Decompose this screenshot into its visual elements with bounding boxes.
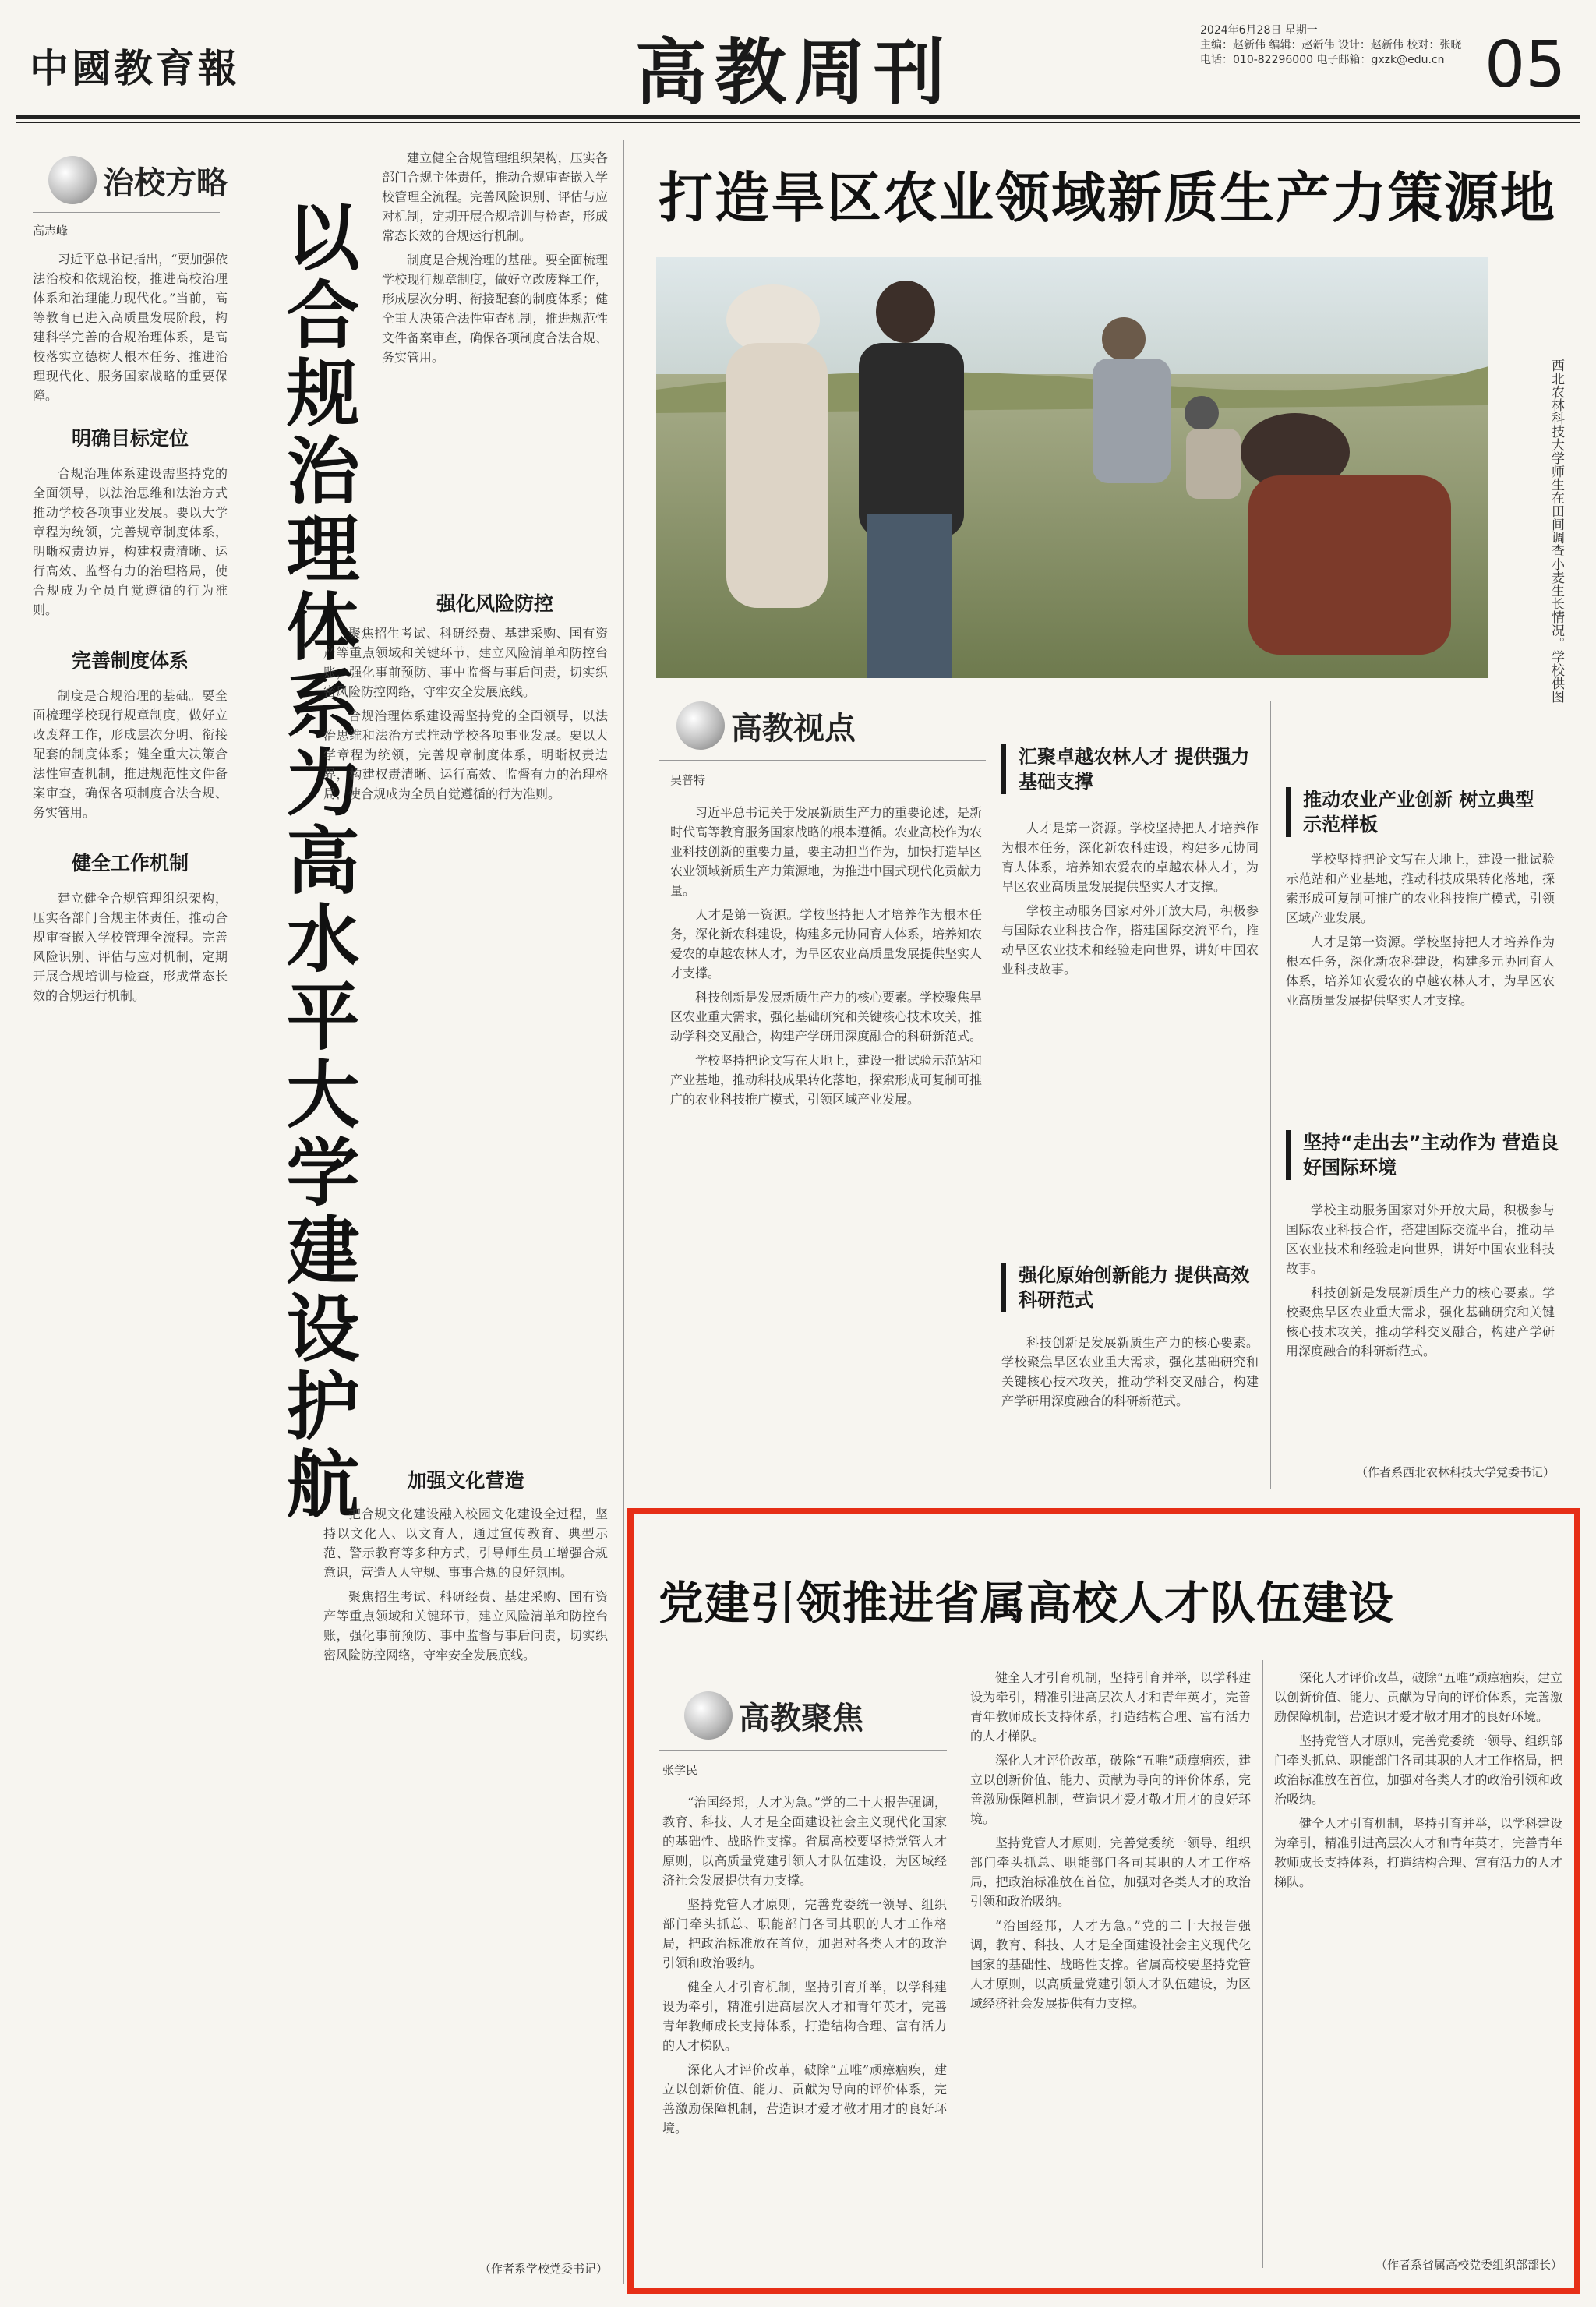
section-text: 科技创新是发展新质生产力的核心要素。学校聚焦旱区农业重大需求，强化基础研究和关键核心技术攻关，推动学科交叉融合，构建产学研用深度融合的科研新范式。 bbox=[1286, 1285, 1555, 1358]
section-text: 建立健全合规管理组织架构，压实各部门合规主体责任，推动合规审查嵌入学校管理全流程。完善风险识别、评估与应对机制，定期开展合规培训与检查，形成常态长效的合规运行机制。 bbox=[33, 891, 228, 1003]
section-text: 科技创新是发展新质生产力的核心要素。学校聚焦旱区农业重大需求，强化基础研究和关键核心技术攻关，推动学科交叉融合，构建产学研用深度融合的科研新范式。 bbox=[1001, 1335, 1259, 1408]
column-badge-icon bbox=[676, 701, 725, 750]
section-text: 学校坚持把论文写在大地上，建设一批试验示范站和产业基地，推动科技成果转化落地，探索形成可复制可推广的农业科技推广模式，引领区域产业发展。 bbox=[670, 1053, 982, 1107]
author-note: （作者系西北农林科技大学党委书记） bbox=[1355, 1465, 1555, 1479]
header-meta bbox=[1200, 23, 1488, 68]
field-photo bbox=[656, 257, 1488, 678]
section-text: 健全人才引育机制，坚持引育并举，以学科建设为牵引，精准引进高层次人才和青年英才，完善青年教师成长支持体系，打造结构合理、富有活力的人才梯队。 bbox=[970, 1670, 1251, 1743]
headline-vertical: 以合规治理体系为高水平大学建设护航 bbox=[274, 199, 358, 1524]
column-divider bbox=[1262, 1660, 1263, 2268]
section-text: 健全人才引育机制，坚持引育并举，以学科建设为牵引，精准引进高层次人才和青年英才，完善青年教师成长支持体系，打造结构合理、富有活力的人才梯队。 bbox=[662, 1980, 947, 2053]
section-text: 合规治理体系建设需坚持党的全面领导，以法治思维和法治方式推动学校各项事业发展。要以大学章程为统领，完善规章制度体系，明晰权责边界，构建权责清晰、运行高效、监督有力的治理格局，使合规成为全员自觉遵循的行为准则。 bbox=[323, 708, 608, 801]
left-article-column-2 bbox=[382, 148, 608, 569]
section-text: 聚焦招生考试、科研经费、基建采购、国有资产等重点领域和关键环节，建立风险清单和防控台账，强化事前预防、事中监督与事后问责，切实织密风险防控网络，守牢安全发展底线。 bbox=[323, 1589, 608, 1662]
column-divider bbox=[1270, 701, 1271, 1489]
section-text: 学校主动服务国家对外开放大局，积极参与国际农业科技合作，搭建国际交流平台，推动旱区农业技术和经验走向世界，讲好中国农业科技故事。 bbox=[1001, 903, 1259, 977]
divider bbox=[659, 760, 986, 761]
header-rule-thin bbox=[16, 122, 1580, 123]
section-text: 制度是合规治理的基础。要全面梳理学校现行规章制度，做好立改废释工作，形成层次分明、衔接配套的制度体系；健全重大决策合法性审查机制，推进规范性文件备案审查，确保各项制度合法合规、务实管用。 bbox=[33, 688, 228, 820]
section-text: 学校主动服务国家对外开放大局，积极参与国际农业科技合作，搭建国际交流平台，推动旱区农业技术和经验走向世界，讲好中国农业科技故事。 bbox=[1286, 1203, 1555, 1276]
top-article-column-2 bbox=[1001, 818, 1259, 1247]
section-text: 坚持党管人才原则，完善党委统一领导、组织部门牵头抓总、职能部门各司其职的人才工作格局，把政治标准放在首位，加强对各类人才的政治引领和政治吸纳。 bbox=[970, 1835, 1251, 1909]
section-text: 人才是第一资源。学校坚持把人才培养作为根本任务，深化新农科建设，构建多元协同育人体系，培养知农爱农的卓越农林人才，为旱区农业高质量发展提供坚实人才支撑。 bbox=[670, 907, 982, 980]
section-text: 人才是第一资源。学校坚持把人才培养作为根本任务，深化新农科建设，构建多元协同育人体系，培养知农爱农的卓越农林人才，为旱区农业高质量发展提供坚实人才支撑。 bbox=[1001, 821, 1259, 894]
section-text: 学校坚持把论文写在大地上，建设一批试验示范站和产业基地，推动科技成果转化落地，探索形成可复制可推广的农业科技推广模式，引领区域产业发展。 bbox=[1286, 852, 1555, 925]
top-article-headline: 打造旱区农业领域新质生产力策源地 bbox=[659, 166, 1556, 230]
author-note: （作者系学校党委书记） bbox=[478, 2262, 608, 2276]
highlight-article-column-2 bbox=[970, 1668, 1251, 2268]
divider bbox=[659, 1750, 947, 1751]
column-badge-icon bbox=[48, 156, 97, 204]
column-name: 治校方略 bbox=[103, 164, 228, 201]
section-heading: 健全工作机制 bbox=[71, 852, 189, 874]
top-article-column-3b bbox=[1286, 1200, 1555, 1450]
left-article-column-1 bbox=[33, 249, 228, 2276]
section-heading: 强化原始创新能力 提供高效科研范式 bbox=[1001, 1263, 1252, 1312]
section-text: 坚持党管人才原则，完善党委统一领导、组织部门牵头抓总、职能部门各司其职的人才工作格局，把政治标准放在首位，加强对各类人才的政治引领和政治吸纳。 bbox=[662, 1897, 947, 1970]
top-article-column-1 bbox=[670, 803, 982, 1489]
top-article-column-3 bbox=[1286, 850, 1555, 1115]
author: 张学民 bbox=[662, 1763, 698, 1777]
section-text: 人才是第一资源。学校坚持把人才培养作为根本任务，深化新农科建设，构建多元协同育人体系，培养知农爱农的卓越农林人才，为旱区农业高质量发展提供坚实人才支撑。 bbox=[1286, 934, 1555, 1008]
header-editors: 主编：赵新伟 编辑：赵新伟 设计：赵新伟 校对：张晓 bbox=[1200, 39, 1462, 51]
column-badge-icon bbox=[684, 1691, 733, 1740]
author: 吴普特 bbox=[670, 773, 706, 787]
header-date: 2024年6月28日 星期一 bbox=[1200, 24, 1318, 37]
section-text: 科技创新是发展新质生产力的核心要素。学校聚焦旱区农业重大需求，强化基础研究和关键核心技术攻关，推动学科交叉融合，构建产学研用深度融合的科研新范式。 bbox=[670, 990, 982, 1044]
section-heading: 坚持“走出去”主动作为 营造良好国际环境 bbox=[1286, 1130, 1560, 1180]
column-badge-left bbox=[48, 156, 228, 204]
section-text: 合规治理体系建设需坚持党的全面领导，以法治思维和法治方式推动学校各项事业发展。要以大学章程为统领，完善规章制度体系，明晰权责边界，构建权责清晰、运行高效、监督有力的治理格局，使合规成为全员自觉遵循的行为准则。 bbox=[33, 466, 228, 617]
author: 高志峰 bbox=[33, 224, 69, 238]
top-article-column-2b bbox=[1001, 1333, 1259, 1489]
photo-caption: 西北农林科技大学师生在田间调查小麦生长情况。学校供图 bbox=[1548, 359, 1564, 703]
section-heading: 强化风险防控 bbox=[436, 592, 553, 615]
section-heading: 完善制度体系 bbox=[71, 649, 189, 672]
column-badge-bottom-right bbox=[684, 1691, 863, 1740]
left-article-column-4 bbox=[323, 1504, 608, 2252]
section-text: 建立健全合规管理组织架构，压实各部门合规主体责任，推动合规审查嵌入学校管理全流程。完善风险识别、评估与应对机制，定期开展合规培训与检查，形成常态长效的合规运行机制。 bbox=[382, 150, 608, 243]
header-rule bbox=[16, 115, 1580, 119]
section-heading: 明确目标定位 bbox=[71, 427, 189, 450]
article-intro: “治国经邦，人才为急。”党的二十大报告强调，教育、科技、人才是全面建设社会主义现代化国家的基础性、战略性支撑。省属高校要坚持党管人才原则，以高质量党建引领人才队伍建设，为区域经济社会发展提供有力支撑。 bbox=[662, 1795, 947, 1888]
column-name: 高教聚焦 bbox=[739, 1700, 863, 1736]
article-intro: 习近平总书记关于发展新质生产力的重要论述，是新时代高等教育服务国家战略的根本遵循。农业高校作为农业科技创新的重要力量，要主动担当作为，加快打造旱区农业领域新质生产力策源地，为推进中国式现代化贡献力量。 bbox=[670, 805, 982, 898]
section-text: 健全人才引育机制，坚持引育并举，以学科建设为牵引，精准引进高层次人才和青年英才，完善青年教师成长支持体系，打造结构合理、富有活力的人才梯队。 bbox=[1274, 1816, 1562, 1889]
section-text: 深化人才评价改革，破除“五唯”顽瘴痼疾，建立以创新价值、能力、贡献为导向的评价体系，完善激励保障机制，营造识才爱才敬才用才的良好环境。 bbox=[970, 1753, 1251, 1826]
section-text: 制度是合规治理的基础。要全面梳理学校现行规章制度，做好立改废释工作，形成层次分明、衔接配套的制度体系；健全重大决策合法性审查机制，推进规范性文件备案审查，确保各项制度合法合规、务实管用。 bbox=[382, 253, 608, 365]
column-name: 高教视点 bbox=[731, 710, 856, 747]
section-title: 高教周刊 bbox=[635, 31, 954, 115]
section-text: 聚焦招生考试、科研经费、基建采购、国有资产等重点领域和关键环节，建立风险清单和防控台账，强化事前预防、事中监督与事后问责，切实织密风险防控网络，守牢安全发展底线。 bbox=[323, 626, 608, 699]
section-heading: 加强文化营造 bbox=[407, 1469, 524, 1492]
left-article-column-3 bbox=[323, 624, 608, 1278]
page-number: 05 bbox=[1485, 28, 1566, 102]
header-contact: 电话：010-82296000 电子邮箱：gxzk@edu.cn bbox=[1200, 54, 1445, 66]
divider bbox=[33, 212, 220, 213]
section-heading: 汇聚卓越农林人才 提供强力基础支撑 bbox=[1001, 744, 1252, 794]
field-photo-image bbox=[656, 257, 1488, 678]
section-text: “治国经邦，人才为急。”党的二十大报告强调，教育、科技、人才是全面建设社会主义现代化国家的基础性、战略性支撑。省属高校要坚持党管人才原则，以高质量党建引领人才队伍建设，为区域经济社会发展提供有力支撑。 bbox=[970, 1918, 1251, 2011]
article-intro: 习近平总书记指出，“要加强依法治校和依规治校，推进高校治理体系和治理能力现代化。”当前，高等教育已进入高质量发展阶段，构建科学完善的合规治理体系，是高校落实立德树人根本任务、推进治理现代化、服务国家战略的重要保障。 bbox=[33, 252, 228, 403]
section-text: 深化人才评价改革，破除“五唯”顽瘴痼疾，建立以创新价值、能力、贡献为导向的评价体系，完善激励保障机制，营造识才爱才敬才用才的良好环境。 bbox=[662, 2062, 947, 2136]
highlight-article-headline: 党建引领推进省属高校人才队伍建设 bbox=[659, 1577, 1395, 1630]
column-divider bbox=[623, 140, 624, 2284]
section-text: 深化人才评价改革，破除“五唯”顽瘴痼疾，建立以创新价值、能力、贡献为导向的评价体系，完善激励保障机制，营造识才爱才敬才用才的良好环境。 bbox=[1274, 1670, 1562, 1724]
author-note: （作者系省属高校党委组织部部长） bbox=[1375, 2258, 1562, 2272]
section-text: 坚持党管人才原则，完善党委统一领导、组织部门牵头抓总、职能部门各司其职的人才工作格局，把政治标准放在首位，加强对各类人才的政治引领和政治吸纳。 bbox=[1274, 1733, 1562, 1807]
section-heading: 推动农业产业创新 树立典型示范样板 bbox=[1286, 787, 1537, 837]
column-badge-top-right bbox=[676, 701, 856, 750]
masthead-logo: 中國教育報 bbox=[30, 45, 240, 91]
section-text: 把合规文化建设融入校园文化建设全过程，坚持以文化人、以文育人，通过宣传教育、典型示范、警示教育等多种方式，引导师生员工增强合规意识，营造人人守规、事事合规的良好氛围。 bbox=[323, 1507, 608, 1580]
highlight-article-column-3 bbox=[1274, 1668, 1562, 2245]
highlight-article-column-1 bbox=[662, 1793, 947, 2268]
